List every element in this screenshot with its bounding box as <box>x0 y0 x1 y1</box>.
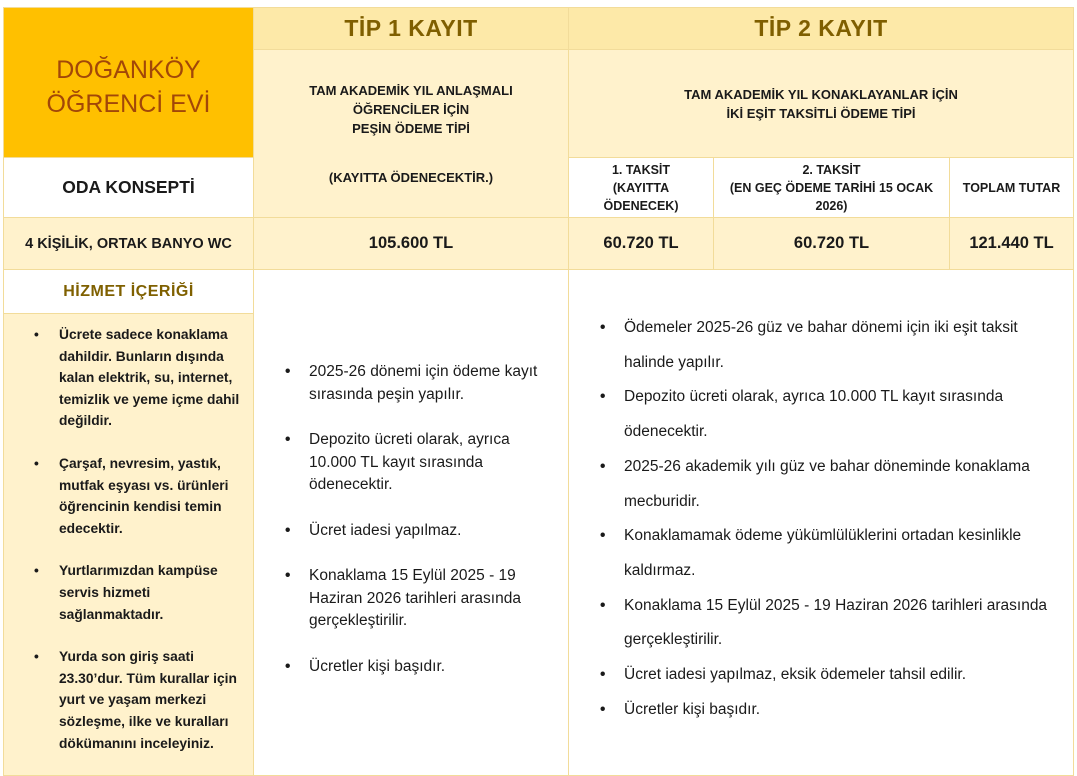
list-item: • Çarşaf, nevresim, yastık, mutfak eşyası vs. ürünleri öğrencinin kendisi temin edecektir. <box>4 453 247 539</box>
tip2-col2-line2: (EN GEÇ ÖDEME TARİHİ 15 OCAK <box>729 180 934 195</box>
tip1-note: (KAYITTA ÖDENECEKTİR.) <box>328 169 494 185</box>
tip2-col1-line2: (KAYITTA <box>612 180 670 195</box>
list-item: • Yurtlarımızdan kampüse servis hizmeti sağlanmaktadır. <box>4 560 247 625</box>
tip1-terms <box>254 270 569 776</box>
tip2-price2: 60.720 TL <box>714 218 950 270</box>
list-item: • Ödemeler 2025-26 güz ve bahar dönemi için iki eşit taksit halinde yapılır. <box>569 311 1063 380</box>
tip1-desc-line3: PEŞİN ÖDEME TİPİ <box>352 120 470 136</box>
dorm-title-line1: DOĞANKÖY <box>56 55 201 84</box>
tip1-desc-line1: TAM AKADEMİK YIL ANLAŞMALI <box>309 82 513 98</box>
tip2-description <box>569 50 1074 158</box>
tip1-description <box>254 50 569 218</box>
list-item: • Yurda son giriş saati 23.30’dur. Tüm kurallar için yurt ve yaşam merkezi sözleşme, ilke ve kuralları dökümanını inceleyiniz. <box>4 646 247 754</box>
list-item: • Depozito ücreti olarak, ayrıca 10.000 TL kayıt sırasında ödenecektir. <box>254 429 552 497</box>
tip2-col1-header <box>569 158 714 218</box>
tip1-price: 105.600 TL <box>254 218 569 270</box>
tip2-col1-line1: 1. TAKSİT <box>611 162 671 177</box>
list-item: • Ücretler kişi başıdır. <box>569 693 1063 728</box>
hizmet-content <box>4 314 254 776</box>
dorm-title <box>4 8 254 158</box>
hizmet-title: HİZMET İÇERİĞİ <box>4 270 254 314</box>
dorm-title-line2: ÖĞRENCİ EVİ <box>46 89 211 118</box>
tip2-price1: 60.720 TL <box>569 218 714 270</box>
list-item: • Konaklama 15 Eylül 2025 - 19 Haziran 2026 tarihleri arasında gerçekleştirilir. <box>254 565 552 633</box>
tip1-terms-list <box>254 270 568 678</box>
tip2-desc-line1: TAM AKADEMİK YIL KONAKLAYANLAR İÇİN <box>684 86 958 102</box>
tip2-terms <box>569 270 1074 776</box>
list-item: • Ücrete sadece konaklama dahildir. Bunların dışında kalan elektrik, su, internet, temizlik ve yeme içme dahil değildir. <box>4 324 247 432</box>
list-item: • Ücretler kişi başıdır. <box>254 656 552 679</box>
list-item: • Depozito ücreti olarak, ayrıca 10.000 TL kayıt sırasında ödenecektir. <box>569 380 1063 449</box>
tip2-col2-line1: 2. TAKSİT <box>802 162 861 177</box>
list-item: • Ücret iadesi yapılmaz. <box>254 520 552 543</box>
tip2-col2-line3: 2026) <box>815 198 848 213</box>
list-item: • Konaklamamak ödeme yükümlülüklerini ortadan kesinlikle kaldırmaz. <box>569 519 1063 588</box>
list-item: • 2025-26 akademik yılı güz ve bahar döneminde konaklama mecburidir. <box>569 450 1063 519</box>
tip1-desc-line2: ÖĞRENCİLER İÇİN <box>352 101 470 117</box>
tip2-terms-list <box>569 270 1073 727</box>
tip2-col1-line3: ÖDENECEK) <box>603 198 679 213</box>
tip2-desc-line2: İKİ EŞİT TAKSİTLİ ÖDEME TİPİ <box>726 105 916 121</box>
oda-konsepti-label: ODA KONSEPTİ <box>4 158 254 218</box>
pricing-table <box>3 7 1074 776</box>
tip2-col3-header: TOPLAM TUTAR <box>950 158 1074 218</box>
list-item: • 2025-26 dönemi için ödeme kayıt sırasında peşin yapılır. <box>254 361 552 406</box>
tip2-total: 121.440 TL <box>950 218 1074 270</box>
list-item: • Ücret iadesi yapılmaz, eksik ödemeler tahsil edilir. <box>569 658 1063 693</box>
tip2-col2-header <box>714 158 950 218</box>
list-item: • Konaklama 15 Eylül 2025 - 19 Haziran 2026 tarihleri arasında gerçekleştirilir. <box>569 589 1063 658</box>
tip2-header: TİP 2 KAYIT <box>569 8 1074 50</box>
room-type: 4 KİŞİLİK, ORTAK BANYO WC <box>4 218 254 270</box>
hizmet-list <box>4 314 253 754</box>
tip1-header: TİP 1 KAYIT <box>254 8 569 50</box>
